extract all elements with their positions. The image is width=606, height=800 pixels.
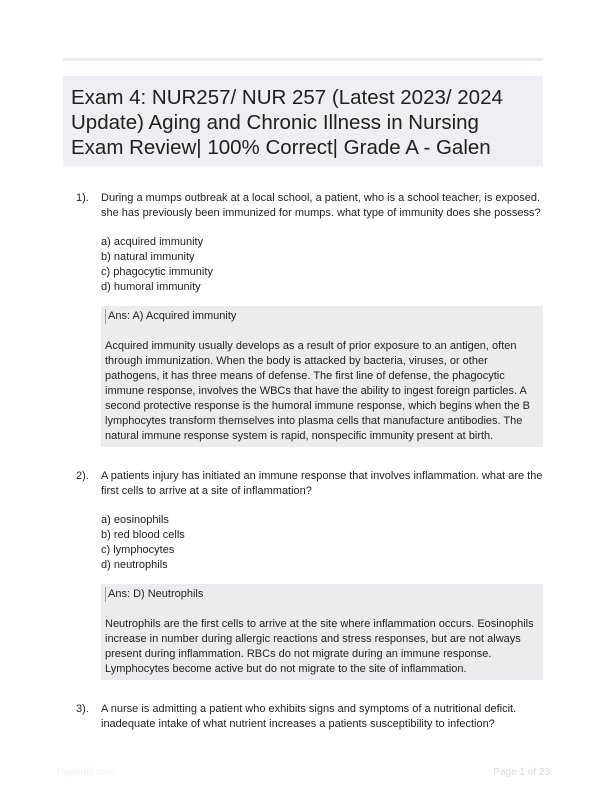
- option-a: a) eosinophils: [101, 514, 169, 526]
- question-1: [63, 191, 543, 447]
- option-b: b) natural immunity: [101, 251, 195, 263]
- question-text: A nurse is admitting a patient who exhibits signs and symptoms of a nutritional deficit. inadequate intake of what nutrient increases a patients susceptibility to infection?: [101, 703, 517, 730]
- question-text: A patients injury has initiated an immune response that involves inflammation. what are the first cells to arrive at a site of inflammation?: [101, 470, 543, 497]
- option-b: b) red blood cells: [101, 529, 185, 541]
- option-list: [101, 235, 543, 295]
- option-c: c) lymphocytes: [101, 544, 175, 556]
- question-number: 2).: [76, 470, 89, 482]
- option-list: [101, 513, 543, 573]
- answer-box: [101, 306, 543, 447]
- question-text: During a mumps outbreak at a local school, a patient, who is a school teacher, is exposed. she has previously been immunized for mumps. what type of immunity does she possess?: [101, 192, 541, 219]
- page-indicator: Page 1 of 23: [493, 767, 550, 778]
- question-number: 3).: [76, 703, 89, 715]
- option-a: a) acquired immunity: [101, 236, 204, 248]
- title-banner: [63, 76, 543, 166]
- answer-label: Ans: A) Acquired immunity: [105, 309, 535, 324]
- answer-box: [101, 584, 543, 680]
- answer-explanation: Neutrophils are the first cells to arrive at the site where inflammation occurs. Eosinophils increase in number during allergic reactions and stress responses, but are not always present during inflammation. RBCs do not migrate during an immune response. Lymphocytes become active but do not migrate to the site of inflammation.: [105, 618, 534, 675]
- top-divider: [63, 58, 543, 61]
- answer-label: Ans: D) Neutrophils: [105, 587, 535, 602]
- question-3: [63, 702, 543, 732]
- answer-explanation: Acquired immunity usually develops as a result of prior exposure to an antigen, often through immunization. When the body is attacked by bacteria, viruses, or other pathogens, it has three means of defense. The first line of defense, the phagocytic immune response, involves the WBCs that have the ability to ingest foreign particles. A second protective response is the humoral immune response, which begins when the B lymphocytes transform themselves into plasma cells that manufacture antibodies. The natural immune response system is rapid, nonspecific immunity present at birth.: [105, 340, 530, 442]
- option-d: d) neutrophils: [101, 559, 168, 571]
- option-c: c) phagocytic immunity: [101, 266, 213, 278]
- option-d: d) humoral immunity: [101, 281, 201, 293]
- question-number: 1).: [76, 192, 89, 204]
- question-2: [63, 469, 543, 680]
- footer-watermark: Paperfill.com: [57, 767, 115, 778]
- document-title: Exam 4: NUR257/ NUR 257 (Latest 2023/ 2024 Update) Aging and Chronic Illness in Nursing Exam Review| 100% Correct| Grade A - Galen: [71, 86, 503, 159]
